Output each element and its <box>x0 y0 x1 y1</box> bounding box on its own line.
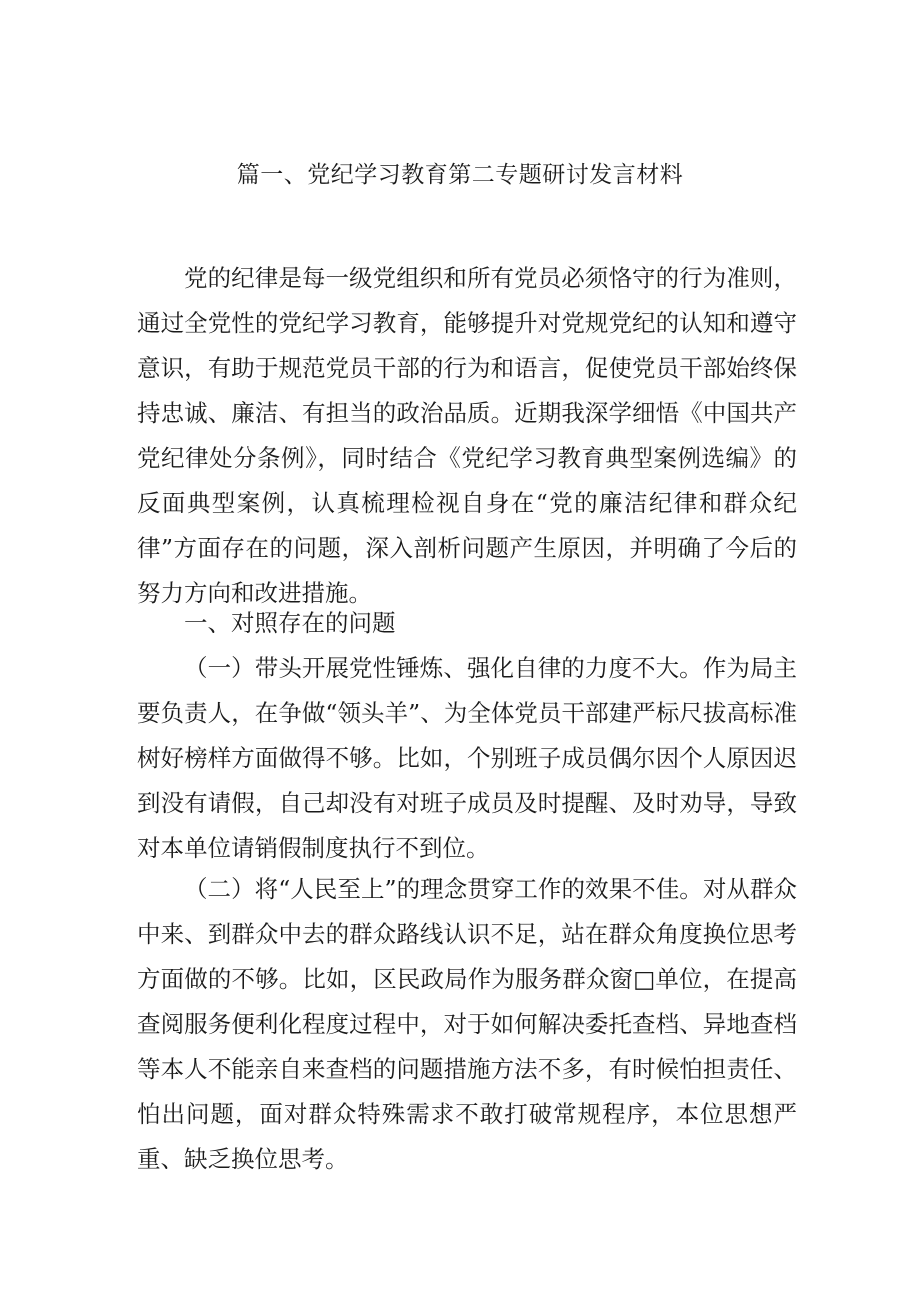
problem-item-2: （二）将“人民至上”的理念贯穿工作的效果不佳。对从群众中来、到群众中去的群众路线认识不足，站在群众角度换位思考方面做的不够。比如，区民政局作为服务群众窗□单位，在提高查阅服务便利化程度过程中，对于如何解决委托查档、异地查档等本人不能亲自来查档的问题措施方法不多，有时候怕担责任、怕出问题，面对群众特殊需求不敢打破常规程序，本位思想严重、缺乏换位思考。 <box>137 875 797 1173</box>
section-heading: 一、对照存在的问题 <box>184 609 396 637</box>
problem-item-1: （一）带头开展党性锤炼、强化自律的力度不大。作为局主要负责人，在争做“领头羊”、为全体党员干部建严标尺拔高标准树好榜样方面做得不够。比如，个别班子成员偶尔因个人原因迟到没有请假，自己却没有对班子成员及时提醒、及时劝导，导致对本单位请销假制度执行不到位。 <box>137 654 797 862</box>
document-title: 篇一、党纪学习教育第二专题研讨发言材料 <box>236 162 684 188</box>
intro-paragraph: 党的纪律是每一级党组织和所有党员必须恪守的行为准则，通过全党性的党纪学习教育，能够提升对党规党纪的认知和遵守意识，有助于规范党员干部的行为和语言，促使党员干部始终保持忠诚、廉洁、有担当的政治品质。近期我深学细悟《中国共产党纪律处分条例》，同时结合《党纪学习教育典型案例选编》的反面典型案例，认真梳理检视自身在“党的廉洁纪律和群众纪律”方面存在的问题，深入剖析问题产生原因，并明确了今后的努力方向和改进措施。 <box>137 264 797 607</box>
